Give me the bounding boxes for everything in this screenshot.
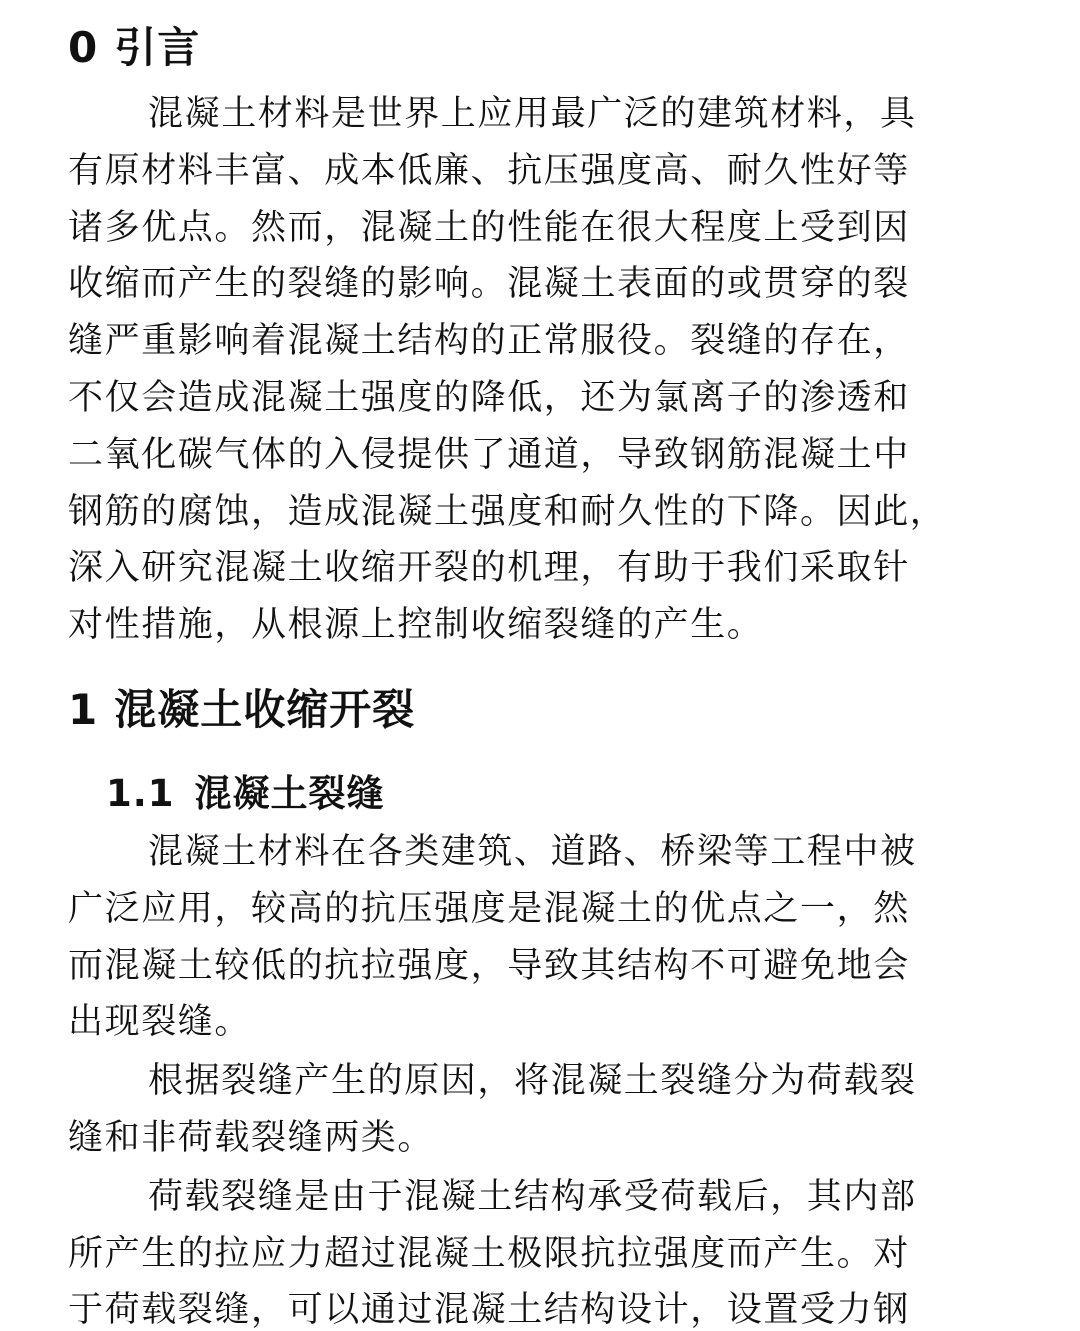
paragraph <box>68 1169 1020 1331</box>
subsection-heading-concrete-cracks <box>68 766 1020 822</box>
text-line: 缝严重影响着混凝土结构的正常服役。裂缝的存在， <box>68 321 910 362</box>
text-line: 收缩而产生的裂缝的影响。混凝土表面的或贯穿的裂 <box>68 264 910 305</box>
text-line: 所产生的拉应力超过混凝土极限抗拉强度而产生。对 <box>68 1233 910 1274</box>
paragraph <box>68 824 1020 1051</box>
subsection-number: 1.1 <box>106 771 175 815</box>
subsection-title: 混凝土裂缝 <box>194 771 385 815</box>
paragraph-introduction <box>68 86 1020 654</box>
text-line: 有原材料丰富、成本低廉、抗压强度高、耐久性好等 <box>68 150 910 191</box>
section-number: 1 <box>68 684 99 734</box>
section-title: 引言 <box>114 23 201 72</box>
section-number: 0 <box>68 23 99 72</box>
text-line: 混凝土材料在各类建筑、道路、桥梁等工程中被 <box>148 831 917 872</box>
text-line: 诸多优点。然而，混凝土的性能在很大程度上受到因 <box>68 207 910 248</box>
text-line: 于荷载裂缝，可以通过混凝土结构设计，设置受力钢 <box>68 1290 910 1331</box>
text-line: 而混凝土较低的抗拉强度，导致其结构不可避免地会 <box>68 945 910 986</box>
paragraph <box>68 1053 1020 1167</box>
text-line: 混凝土材料是世界上应用最广泛的建筑材料，具 <box>148 94 917 134</box>
text-line: 深入研究混凝土收缩开裂的机理，有助于我们采取针 <box>68 548 910 589</box>
text-line: 广泛应用，较高的抗压强度是混凝土的优点之一，然 <box>68 888 910 929</box>
text-line: 对性措施，从根源上控制收缩裂缝的产生。 <box>68 605 764 646</box>
text-line: 钢筋的腐蚀，造成混凝土强度和耐久性的下降。因此， <box>68 491 947 532</box>
text-line: 荷载裂缝是由于混凝土结构承受荷载后，其内部 <box>148 1176 917 1217</box>
section-title: 混凝土收缩开裂 <box>114 684 416 734</box>
text-line: 根据裂缝产生的原因，将混凝土裂缝分为荷载裂 <box>148 1061 917 1102</box>
text-line: 不仅会造成混凝土强度的降低，还为氯离子的渗透和 <box>68 377 910 418</box>
section-heading-introduction <box>68 18 1020 78</box>
text-line: 出现裂缝。 <box>68 1002 252 1043</box>
section-heading-concrete-shrinkage-cracking <box>68 680 1020 740</box>
text-line: 二氧化碳气体的入侵提供了通道，导致钢筋混凝土中 <box>68 434 910 475</box>
text-line: 缝和非荷载裂缝两类。 <box>68 1117 435 1158</box>
